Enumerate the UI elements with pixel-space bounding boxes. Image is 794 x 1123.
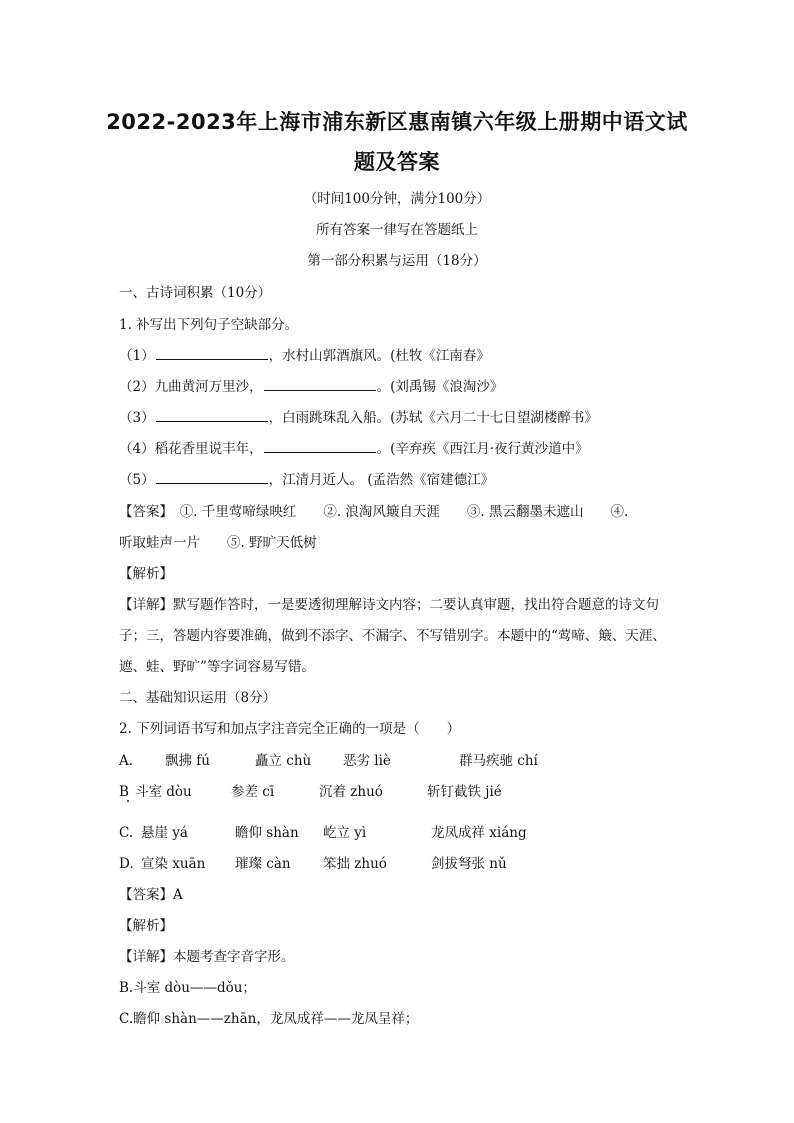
fill-item-text: 九曲黄河万里沙， xyxy=(154,379,263,395)
option-word: 剑拔弩张 nǔ xyxy=(431,856,507,872)
fill-item-3 xyxy=(119,406,679,426)
detail-text: 默写题作答时，一是要透彻理解诗文内容；二要认真审题，找出符合题意的诗文句 xyxy=(173,597,659,613)
fill-item-number: （3） xyxy=(119,410,155,426)
option-word: 悬崖 yá xyxy=(141,825,188,841)
blank-line xyxy=(156,471,268,484)
answer-text: ①. 千里莺啼绿映红 ②. 浪淘风簸自天涯 ③. 黑云翻墨未遮山 ④. xyxy=(179,504,629,520)
fill-item-number: （2） xyxy=(119,379,155,395)
blank-line xyxy=(156,347,268,360)
option-word: 飘拂 fú xyxy=(165,753,210,769)
option-label: A. xyxy=(119,753,134,769)
option-word: 龙凤成祥 xiáng xyxy=(431,825,527,841)
emphasis-dot xyxy=(127,800,129,802)
option-word: 笨拙 zhuó xyxy=(323,856,387,872)
document-title-line2: 题及答案 xyxy=(354,150,440,174)
answer-label: 【答案】 xyxy=(119,504,167,520)
fill-item-1 xyxy=(119,344,679,364)
fill-item-text: 。(辛弃疾《西江月·夜行黄沙道中》 xyxy=(376,441,589,457)
blank-line xyxy=(156,409,268,422)
option-word: 矗立 chù xyxy=(255,753,312,769)
document-title-line1: 2022-2023年上海市浦东新区惠南镇六年级上册期中语文试 xyxy=(106,110,688,134)
blank-line xyxy=(264,440,376,453)
fill-item-2 xyxy=(119,375,679,395)
fill-item-number: （4） xyxy=(119,441,155,457)
question-two: 2. 下列词语书写和加点字注音完全正确的一项是（ ） xyxy=(119,721,461,737)
fill-item-4 xyxy=(119,437,679,457)
detail-two: 【详解】本题考查字音字形。 xyxy=(119,949,295,965)
fill-item-text: 稻花香里说丰年， xyxy=(154,441,263,457)
exam-time-note: （时间100分钟，满分100分） xyxy=(303,191,491,207)
option-d xyxy=(119,852,679,872)
detail-line3: 遮、蛙、野旷”等字词容易写错。 xyxy=(119,659,315,675)
option-label: D. xyxy=(119,856,134,872)
option-word: 参差 cī xyxy=(231,784,275,800)
detail-label: 【详解】 xyxy=(119,597,173,613)
detail-line2: 子；三，答题内容要准确，做到不添字、不漏字、不写错别字。本题中的“莺啼、簸、天涯、 xyxy=(119,628,666,644)
option-word: 宣染 xuān xyxy=(141,856,206,872)
analysis-label: 【解析】 xyxy=(119,566,173,582)
fill-item-text: 。(刘禹锡《浪淘沙》 xyxy=(376,379,504,395)
option-a xyxy=(119,749,679,769)
fill-item-text: ，水村山郭酒旗风。(杜牧《江南春》 xyxy=(268,348,490,364)
answer-one-line1 xyxy=(119,500,679,520)
section-two-heading: 二、基础知识运用（8分） xyxy=(119,690,277,706)
answer-one-line2: 听取蛙声一片 ⑤. 野旷天低树 xyxy=(119,535,317,551)
question-one: 1. 补写出下列句子空缺部分。 xyxy=(119,317,299,333)
option-word: 斩钉截铁 jié xyxy=(427,784,502,800)
fill-item-text: ，白雨跳珠乱入船。(苏轼《六月二十七日望湖楼醉书》 xyxy=(268,410,598,426)
option-c xyxy=(119,821,679,841)
section-one-heading: 一、古诗词积累（10分） xyxy=(119,285,272,301)
option-word: 瞻仰 shàn xyxy=(235,825,299,841)
option-word: 璀璨 càn xyxy=(235,856,291,872)
fill-item-5 xyxy=(119,468,679,488)
answer-two: 【答案】A xyxy=(119,887,183,903)
analysis-two-label: 【解析】 xyxy=(119,918,173,934)
option-label: B xyxy=(119,784,129,800)
fill-item-text: ，江清月近人。 (孟浩然《宿建德江》 xyxy=(268,472,495,488)
option-word: 恶劣 liè xyxy=(343,753,391,769)
option-word: 斗室 dòu xyxy=(135,784,192,800)
option-word: 沉着 zhuó xyxy=(319,784,383,800)
fill-item-number: （5） xyxy=(119,472,155,488)
part-one-heading: 第一部分积累与运用（18分） xyxy=(307,253,487,269)
option-b xyxy=(119,780,679,800)
explain-b: B.斗室 dòu——dǒu； xyxy=(119,980,256,996)
option-label: C. xyxy=(119,825,134,841)
option-word: 群马疾驰 chí xyxy=(459,753,538,769)
instruction-note: 所有答案一律写在答题纸上 xyxy=(316,222,478,238)
fill-item-number: （1） xyxy=(119,348,155,364)
explain-c: C.瞻仰 shàn——zhān，龙凤成祥——龙凤呈祥； xyxy=(119,1011,419,1027)
blank-line xyxy=(264,378,376,391)
detail-line1 xyxy=(119,593,679,613)
option-word: 屹立 yì xyxy=(323,825,367,841)
